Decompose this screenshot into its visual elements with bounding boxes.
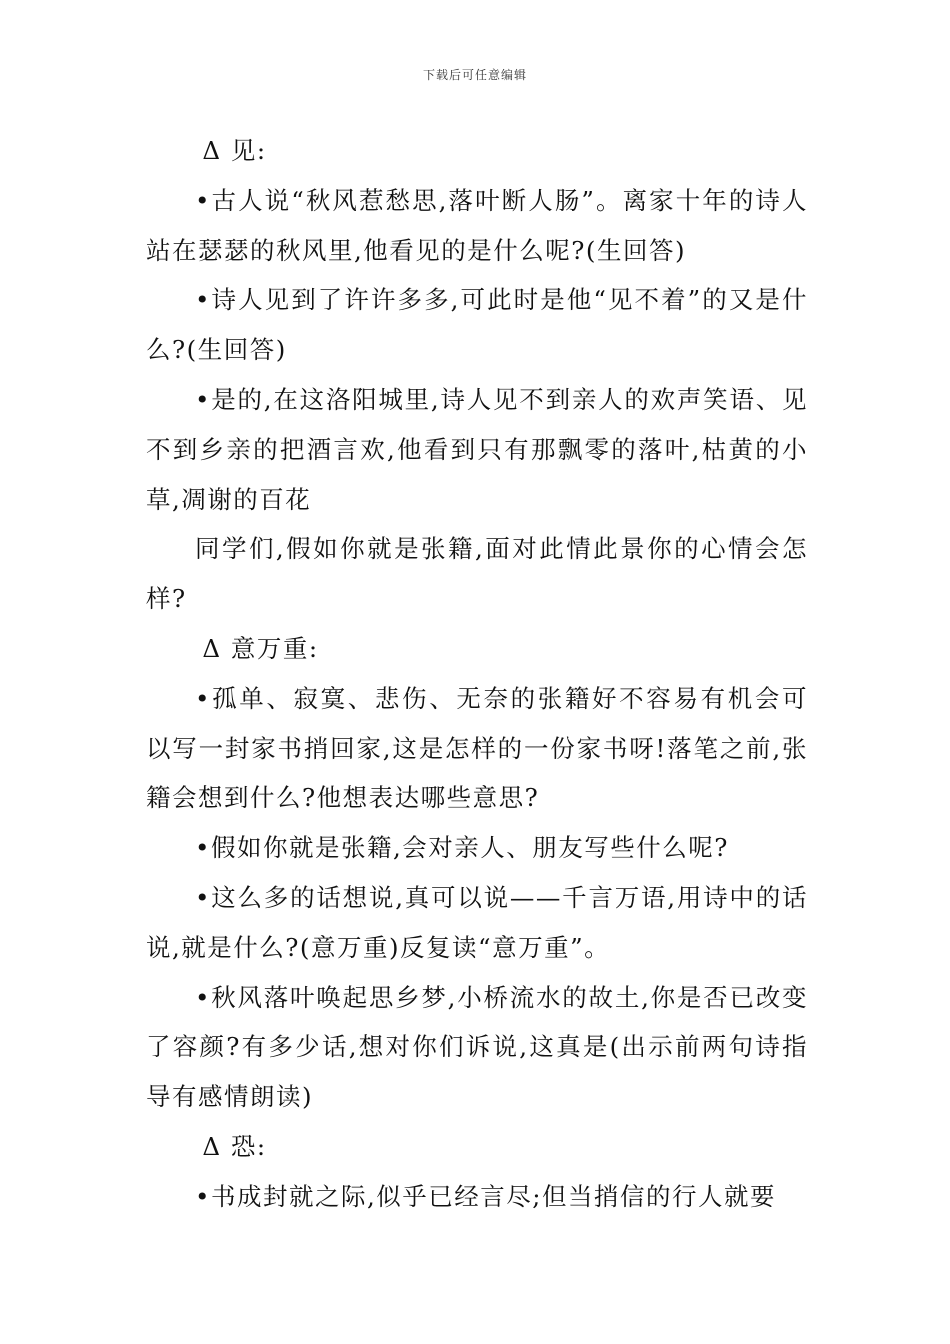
paragraph: •假如你就是张籍,会对亲人、朋友写些什么呢? — [195, 833, 729, 863]
paragraph: •古人说“秋风惹愁思,落叶断人肠”。离家十年的诗人站在瑟瑟的秋风里,他看见的是什么呢?(生回答) — [146, 185, 808, 265]
document-body — [146, 126, 808, 1222]
section-heading-yiwanzhong: Δ 意万重: — [202, 633, 319, 663]
paragraph: 同学们,假如你就是张籍,面对此情此景你的心情会怎样? — [146, 534, 808, 614]
paragraph: •书成封就之际,似乎已经言尽;但当捎信的行人就要 — [195, 1181, 776, 1211]
section-heading-jian: Δ 见: — [202, 136, 267, 165]
section-heading-kong: Δ 恐: — [202, 1131, 267, 1161]
paragraph: •孤单、寂寞、悲伤、无奈的张籍好不容易有机会可以写一封家书捎回家,这是怎样的一份家书呀!落笔之前,张籍会想到什么?他想表达哪些意思? — [146, 683, 808, 813]
paragraph: •这么多的话想说,真可以说——千言万语,用诗中的话说,就是什么?(意万重)反复读“意万重”。 — [146, 882, 808, 962]
paragraph: •是的,在这洛阳城里,诗人见不到亲人的欢声笑语、见不到乡亲的把酒言欢,他看到只有那飘零的落叶,枯黄的小草,凋谢的百花 — [146, 384, 808, 514]
paragraph: •秋风落叶唤起思乡梦,小桥流水的故土,你是否已改变了容颜?有多少话,想对你们诉说,这真是(出示前两句诗指导有感情朗读) — [146, 982, 808, 1112]
paragraph: •诗人见到了许许多多,可此时是他“见不着”的又是什么?(生回答) — [146, 285, 808, 365]
page-header: 下载后可任意编辑 — [422, 68, 527, 82]
